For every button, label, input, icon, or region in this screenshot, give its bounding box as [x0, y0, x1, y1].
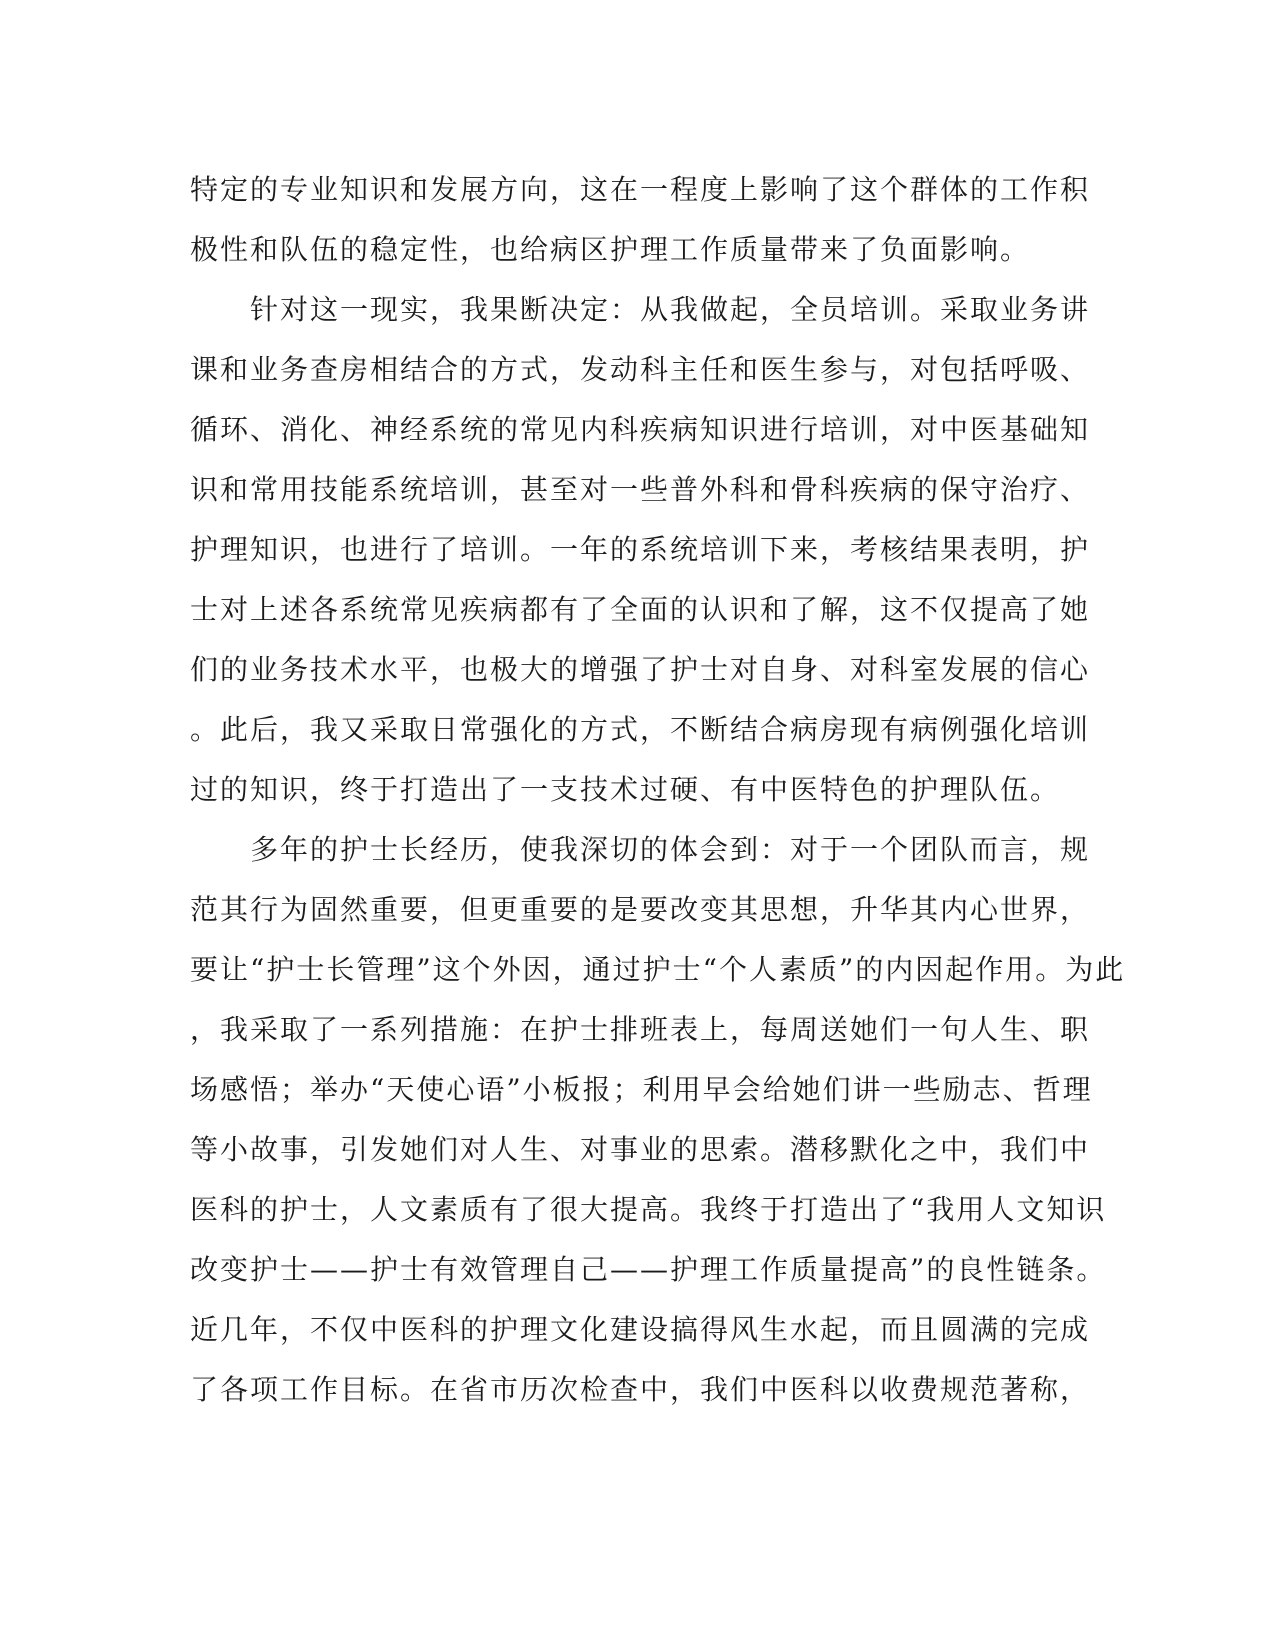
text-line: 了各项工作目标。在省市历次检查中，我们中医科以收费规范著称，: [190, 1373, 1091, 1406]
text-line: 多年的护士长经历，使我深切的体会到：对于一个团队而言，规: [190, 833, 1091, 866]
text-line: 针对这一现实，我果断决定：从我做起，全员培训。采取业务讲: [190, 293, 1091, 326]
text-line: 近几年，不仅中医科的护理文化建设搞得风生水起，而且圆满的完成: [190, 1313, 1091, 1346]
text-line: 要让“护士长管理”这个外因，通过护士“个人素质”的内因起作用。为此: [190, 953, 1126, 986]
text-line: 改变护士——护士有效管理自己——护理工作质量提高”的良性链条。: [190, 1253, 1107, 1286]
text-line: 过的知识，终于打造出了一支技术过硬、有中医特色的护理队伍。: [190, 773, 1061, 806]
text-line: 范其行为固然重要，但更重要的是要改变其思想，升华其内心世界，: [190, 893, 1091, 926]
text-line: 识和常用技能系统培训，甚至对一些普外科和骨科疾病的保守治疗、: [190, 473, 1091, 506]
text-line: ，我采取了一系列措施：在护士排班表上，每周送她们一句人生、职: [190, 1013, 1091, 1046]
body-text: [190, 160, 1126, 1420]
text-line: 医科的护士，人文素质有了很大提高。我终于打造出了“我用人文知识: [190, 1193, 1107, 1226]
text-line: 等小故事，引发她们对人生、对事业的思索。潜移默化之中，我们中: [190, 1133, 1091, 1166]
text-line: 。此后，我又采取日常强化的方式，不断结合病房现有病例强化培训: [190, 713, 1091, 746]
text-line: 士对上述各系统常见疾病都有了全面的认识和了解，这不仅提高了她: [190, 593, 1091, 626]
text-line: 课和业务查房相结合的方式，发动科主任和医生参与，对包括呼吸、: [190, 353, 1091, 386]
text-line: 护理知识，也进行了培训。一年的系统培训下来，考核结果表明，护: [190, 533, 1091, 566]
text-line: 场感悟；举办“天使心语”小板报；利用早会给她们讲一些励志、哲理: [190, 1073, 1093, 1106]
text-line: 循环、消化、神经系统的常见内科疾病知识进行培训，对中医基础知: [190, 413, 1091, 446]
text-line: 们的业务技术水平，也极大的增强了护士对自身、对科室发展的信心: [190, 653, 1091, 686]
text-line: 极性和队伍的稳定性，也给病区护理工作质量带来了负面影响。: [190, 233, 1031, 266]
text-line: 特定的专业知识和发展方向，这在一程度上影响了这个群体的工作积: [190, 173, 1091, 206]
